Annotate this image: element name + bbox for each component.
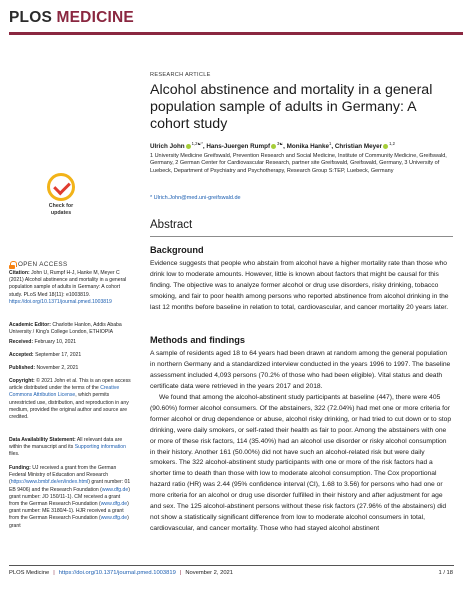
orcid-icon[interactable] xyxy=(383,144,388,149)
published-value: November 2, 2021 xyxy=(36,365,79,371)
received-value: February 10, 2021 xyxy=(34,339,77,345)
citation-block xyxy=(9,270,131,306)
background-paragraph: Evidence suggests that people who abstain from alcohol have a higher mortality rate than those who drink low to moderate amounts. However, little is known about factors that might be causal for this finding. The objective was to analyze former alcohol or drug use disorders, risky drinking, tobacco smoking, and fair to poor health among persons who reported abstinence from alcohol drinking in the last 12 months before baseline in relation to total, cardiovascular, and cancer mortality 20 years later. xyxy=(150,260,449,311)
editor-label: Academic Editor: xyxy=(9,322,51,328)
article-title: Alcohol abstinence and mortality in a general population sample of adults in Germany: A cohort study xyxy=(150,82,433,132)
author-affiliation-marker: 1 xyxy=(328,141,332,146)
footer-separator: | xyxy=(53,570,55,576)
accepted-date xyxy=(9,352,131,359)
orcid-icon[interactable] xyxy=(186,144,191,149)
author-list: Ulrich John $^{1,2☯*}$, Hans-Juergen Rumpf $^{3☯}$, Monika Hanke$^1$, Christian Meyer $^{1,2}$ xyxy=(150,141,395,151)
citation-label: Citation: xyxy=(9,270,30,276)
copyright-label: Copyright: xyxy=(9,378,35,384)
journal-logo-medicine: MEDICINE xyxy=(56,9,134,26)
check-for-updates-label: Check for updates xyxy=(48,203,74,216)
author-affiliation-marker: 1,2☯* xyxy=(191,141,203,146)
funding-text-2: ) grant number: 01 EB 9406) and the Research Foundation ( xyxy=(9,479,131,493)
funding-link-dfg[interactable]: www.dfg.de xyxy=(100,501,128,508)
license-link[interactable]: Creative Commons Attribution License xyxy=(9,385,120,399)
journal-logo[interactable] xyxy=(9,9,134,27)
footer-doi-link[interactable]: https://doi.org/10.1371/journal.pmed.1003819 xyxy=(58,570,176,576)
open-lock-icon xyxy=(9,261,15,269)
author-affiliation-marker: 1,2 xyxy=(389,141,395,146)
editor-text: Charlotte Hanlon, Addis Ababa University / King's College London, ETHIOPIA xyxy=(9,322,122,336)
background-heading: Background xyxy=(150,245,204,255)
funding-block xyxy=(9,465,131,530)
accepted-value: September 17, 2021 xyxy=(35,352,82,358)
author-name[interactable]: Monika Hanke xyxy=(286,143,329,151)
funding-text-4: ) grant number: ME 3180/4-1). HJR received a grant from the German Research Foundation ( xyxy=(9,501,129,522)
copyright-text-2: , which permits unrestricted use, distribution, and reproduction in any medium, provided the original author and source are credited. xyxy=(9,392,129,421)
copyright-block xyxy=(9,378,131,421)
header-rule xyxy=(9,32,463,35)
funding-text-3: ) grant number: JO 150/11-1). CM received a grant from the German Research Foundation ( xyxy=(9,486,130,508)
footer-separator: | xyxy=(179,570,182,576)
copyright-text-1: © 2021 John et al. This is an open access article distributed under the terms of the xyxy=(9,378,131,392)
abstract-divider xyxy=(150,236,453,237)
footer-journal: PLOS Medicine xyxy=(9,570,50,576)
methods-paragraph-1: A sample of residents aged 18 to 64 years had been drawn at random among the general population in northern Germany and a standardized interview conducted in the years 1996 to 1997. The baseline assessment included 4,093 persons (70.2% of those who had been eligible). Vital status and death certificate data were retrieved in the years 2017 and 2018. xyxy=(150,350,451,390)
accepted-label: Accepted: xyxy=(9,352,34,358)
author-name[interactable]: Ulrich John xyxy=(150,143,185,151)
author-affiliation-marker: 3☯ xyxy=(277,141,284,146)
methods-paragraph-2-text: We found that among the alcohol-abstinent study participants at baseline (447), there were 405 (90.60%) former alcohol consumers. Of the abstainers, 322 (72.04%) had met one or more criteria for former alcohol or drug dependence or abuse, alcohol risky drinking, or had tried to cut down or to stop drinking, were daily smokers, or self-rated their health as fair to poor. Among the abstainers with one or more of these risk factors, 114 (35.40%) had an alcohol use disorder or risky alcohol consumption in their history. Another 161 (50.00%) did not have such an alcohol-related risk but were daily smokers. The 322 alcohol-abstinent study participants with one or more of the risk factors had a shorter time to death than those with low to moderate alcohol consumption. The Cox proportional hazard ratio (HR) was 2.44 (95% confidence interval (CI), 1.68 to 3.56) for persons who had one or more criteria for an alcohol or drug use disorder fulfilled in their history and after adjustment for age and sex. The 125 alcohol-abstinent persons without these risk factors (27.96% of the abstainers) did not show a statistically significant difference from low to moderate alcohol consumers in total, cardiovascular, and cancer mortality. Those who had stayed alcohol abstinent xyxy=(150,394,452,532)
affiliations: 1 University Medicine Greifswald, Prevention Research and Social Medicine, Institute of Community Medicine, Greifswald, Germany, 2 German Center for Cardiovascular Research, partner site Greifswald, Greifswald, Germany, 3 University of Luebeck, Department of Psychiatry and Psychotherapy, Research Group S:TEP, Luebeck, Germany xyxy=(150,153,447,174)
published-label: Published: xyxy=(9,365,36,371)
methods-heading: Methods and findings xyxy=(150,335,245,345)
funding-label: Funding: xyxy=(9,465,31,471)
published-date xyxy=(9,365,131,372)
open-access-label: OPEN ACCESS xyxy=(18,261,68,269)
academic-editor-block xyxy=(9,322,131,336)
funding-link-dfg[interactable]: www.dfg.de xyxy=(100,515,128,522)
abstract-heading: Abstract xyxy=(150,219,193,231)
citation-text: John U, Rumpf H-J, Hanke M, Meyer C (2021) Alcohol abstinence and mortality in a general population sample of adults in Germany: A cohort study. PLoS Med 18(11): e1003819. xyxy=(9,270,127,298)
check-for-updates-badge[interactable] xyxy=(42,173,80,223)
orcid-icon[interactable] xyxy=(271,144,276,149)
page-number: 1 / 18 xyxy=(438,570,453,576)
received-label: Received: xyxy=(9,339,34,345)
author-name[interactable]: Hans-Juergen Rumpf xyxy=(206,143,271,151)
check-for-updates-icon xyxy=(47,173,75,201)
funding-text-1: UJ received a grant from the German Federal Ministry of Education and Research ( xyxy=(9,465,117,486)
footer-date: November 2, 2021 xyxy=(185,570,234,576)
availability-text-1: All relevant data are within the manuscript and its xyxy=(9,437,123,451)
article-type: RESEARCH ARTICLE xyxy=(150,72,211,78)
open-access-badge xyxy=(9,261,131,269)
author-name[interactable]: Christian Meyer xyxy=(334,143,383,151)
received-date xyxy=(9,339,131,346)
methods-paragraph-2 xyxy=(150,393,453,535)
funding-link-bmbf[interactable]: https://www.bmbf.de/en/index.html xyxy=(10,479,89,486)
supporting-information-link[interactable]: Supporting information xyxy=(74,444,126,451)
citation-doi-link[interactable]: https://doi.org/10.1371/journal.pmed.1003819 xyxy=(9,298,112,305)
funding-text-5: ) grant xyxy=(9,515,129,529)
journal-logo-plos: PLOS xyxy=(9,9,53,26)
availability-text-2: files. xyxy=(9,451,20,458)
footer-rule xyxy=(9,565,454,566)
availability-label: Data Availability Statement: xyxy=(9,437,76,443)
corresponding-email-link[interactable]: * Ulrich.John@med.uni-greifswald.de xyxy=(150,195,241,201)
footer xyxy=(9,570,233,576)
data-availability-block xyxy=(9,437,131,459)
funding-link-dfg[interactable]: www.dfg.de xyxy=(101,486,129,493)
